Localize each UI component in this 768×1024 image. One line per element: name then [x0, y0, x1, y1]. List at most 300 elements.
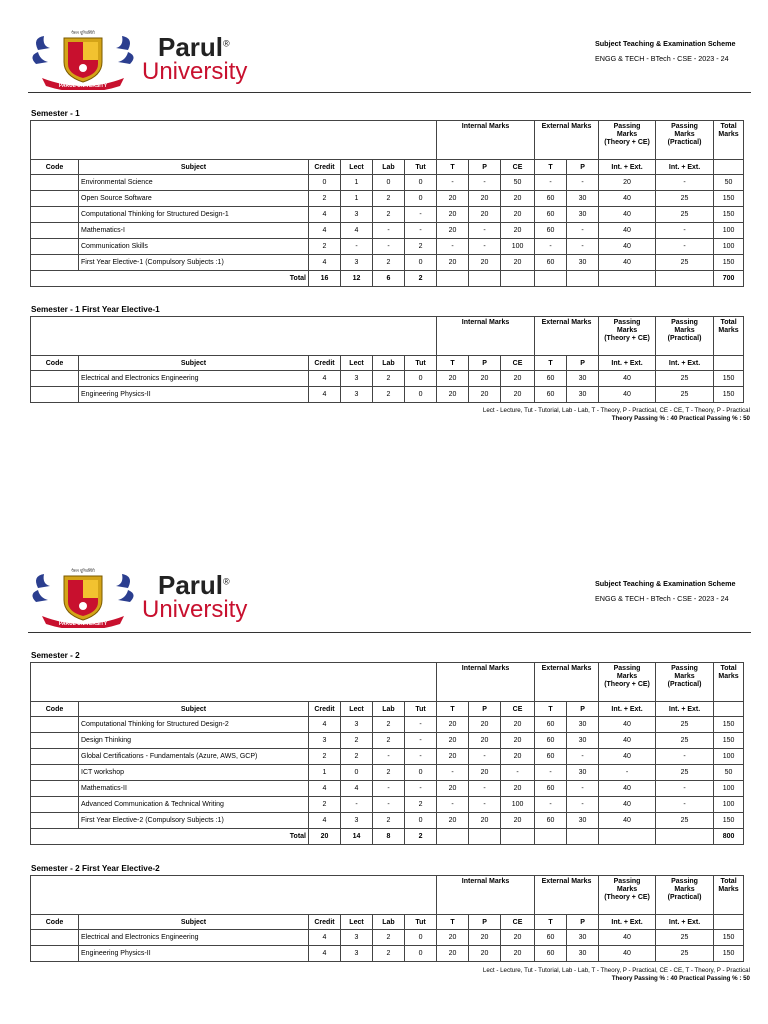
table-cell: 20: [501, 717, 535, 733]
table-cell: -: [535, 239, 567, 255]
table-cell: 2: [373, 733, 405, 749]
table-cell: 150: [714, 207, 744, 223]
total-marks-header: [714, 876, 744, 915]
column-header-code: Code: [31, 915, 79, 930]
table-row: [31, 797, 744, 813]
table-cell: 20: [469, 191, 501, 207]
table-cell: 2: [309, 239, 341, 255]
table-cell: 100: [714, 781, 744, 797]
table-cell: 2: [341, 749, 373, 765]
table-cell: 20: [501, 207, 535, 223]
table-cell: 20: [469, 255, 501, 271]
column-header-int_ext2: Int. + Ext.: [656, 356, 714, 371]
table-cell: 20: [469, 765, 501, 781]
table-cell: 20: [501, 387, 535, 403]
column-header-p: P: [469, 702, 501, 717]
internal-marks-header: Internal Marks: [437, 317, 535, 356]
table-cell: [31, 797, 79, 813]
passing-practical-line: (Practical): [667, 139, 702, 146]
column-header-int_ext2: Int. + Ext.: [656, 915, 714, 930]
table-cell: 3: [341, 371, 373, 387]
external-marks-header: External Marks: [535, 317, 599, 356]
column-header-lab: Lab: [373, 356, 405, 371]
semester-title: Semester - 1: [31, 109, 80, 118]
table-cell: 150: [714, 371, 744, 387]
table-cell: [31, 191, 79, 207]
legend-passing: Theory Passing % : 40 Practical Passing % : 50: [611, 975, 750, 982]
table-cell: 0: [405, 371, 437, 387]
table-cell: -: [373, 781, 405, 797]
table-cell: 2: [309, 191, 341, 207]
table-cell: [599, 829, 656, 845]
table-cell: 0: [405, 930, 437, 946]
table-row: [31, 765, 744, 781]
table-cell: 20: [501, 223, 535, 239]
table-cell: 2: [309, 797, 341, 813]
semester-title: Semester - 2 First Year Elective-2: [31, 864, 160, 873]
table-cell: 100: [714, 749, 744, 765]
subject-cell: Mathematics-I: [79, 223, 309, 239]
column-header-lab: Lab: [373, 160, 405, 175]
table-cell: 150: [714, 255, 744, 271]
table-cell: 0: [405, 255, 437, 271]
table-cell: -: [341, 239, 373, 255]
table-cell: [31, 749, 79, 765]
table-cell: 0: [405, 946, 437, 962]
table-cell: 150: [714, 387, 744, 403]
semester-title: Semester - 1 First Year Elective-1: [31, 305, 160, 314]
table-cell: [437, 829, 469, 845]
total-marks-line: Marks: [718, 131, 739, 138]
table-cell: -: [501, 765, 535, 781]
table-cell: 40: [599, 946, 656, 962]
table-row: [31, 781, 744, 797]
table-cell: -: [469, 223, 501, 239]
table-cell: 30: [567, 765, 599, 781]
column-header-lect: Lect: [341, 915, 373, 930]
table-cell: -: [405, 733, 437, 749]
table-cell: 4: [309, 255, 341, 271]
table-cell: 2: [405, 797, 437, 813]
total-lab: 6: [373, 271, 405, 287]
table-cell: 4: [309, 813, 341, 829]
logo-ribbon-text: PARUL UNIVERSITY: [58, 621, 108, 627]
table-cell: 30: [567, 191, 599, 207]
external-marks-header: External Marks: [535, 876, 599, 915]
table-cell: 60: [535, 930, 567, 946]
total-marks-line: Total: [720, 319, 737, 326]
total-credit: 16: [309, 271, 341, 287]
table-row: [31, 749, 744, 765]
table-cell: 20: [469, 371, 501, 387]
table-cell: -: [469, 239, 501, 255]
table-cell: 30: [567, 717, 599, 733]
table-cell: 25: [656, 930, 714, 946]
column-header-et: T: [535, 915, 567, 930]
column-header-total: [714, 702, 744, 717]
table-cell: 2: [373, 717, 405, 733]
table-cell: 20: [437, 255, 469, 271]
column-header-total: [714, 356, 744, 371]
table-cell: [501, 271, 535, 287]
total-row: [31, 829, 744, 845]
logo-motto-text: पैरुल यूनिवर्सिटी: [71, 568, 95, 573]
table-cell: -: [656, 239, 714, 255]
page-2: [0, 512, 768, 1024]
table-cell: 40: [599, 371, 656, 387]
table-cell: 50: [714, 765, 744, 781]
subject-cell: Electrical and Electronics Engineering: [79, 371, 309, 387]
passing-theory-header: [599, 317, 656, 356]
table-cell: 20: [501, 749, 535, 765]
column-header-ep: P: [567, 702, 599, 717]
table-cell: -: [437, 239, 469, 255]
logo-motto-text: पैरुल यूनिवर्सिटी: [71, 30, 95, 35]
passing-theory-line: Passing: [613, 878, 641, 885]
table-cell: [31, 371, 79, 387]
table-cell: 2: [341, 733, 373, 749]
subject-cell: Global Certifications - Fundamentals (Azure, AWS, GCP): [79, 749, 309, 765]
passing-practical-line: Passing: [671, 665, 698, 672]
table-cell: 2: [373, 387, 405, 403]
total-label: Total: [31, 829, 309, 845]
table-cell: 150: [714, 930, 744, 946]
table-cell: [656, 829, 714, 845]
table-cell: -: [341, 797, 373, 813]
table-cell: [501, 829, 535, 845]
header-blank: [31, 876, 437, 915]
table-cell: [599, 271, 656, 287]
table-cell: 3: [341, 813, 373, 829]
passing-practical-line: Marks: [674, 673, 695, 680]
legend: [483, 407, 750, 423]
column-header-row: [31, 356, 744, 371]
table-cell: 40: [599, 207, 656, 223]
table-cell: -: [567, 781, 599, 797]
subject-cell: Engineering Physics-II: [79, 946, 309, 962]
table-cell: 4: [309, 207, 341, 223]
subject-cell: First Year Elective-2 (Compulsory Subjects :1): [79, 813, 309, 829]
external-marks-header: External Marks: [535, 121, 599, 160]
column-header-p: P: [469, 356, 501, 371]
logo-parul-text: Parul: [158, 570, 224, 600]
table-cell: 100: [501, 239, 535, 255]
passing-practical-line: Passing: [671, 123, 698, 130]
passing-practical-line: Marks: [674, 327, 695, 334]
table-cell: 25: [656, 371, 714, 387]
column-header-tut: Tut: [405, 915, 437, 930]
table-row: [31, 946, 744, 962]
table-cell: 25: [656, 765, 714, 781]
table-cell: 20: [437, 223, 469, 239]
table-cell: 20: [437, 387, 469, 403]
column-header-subject: Subject: [79, 702, 309, 717]
table-cell: 3: [341, 207, 373, 223]
internal-marks-header: Internal Marks: [437, 663, 535, 702]
table-cell: -: [405, 781, 437, 797]
table-cell: 100: [501, 797, 535, 813]
passing-practical-line: Marks: [674, 131, 695, 138]
table-cell: 20: [437, 371, 469, 387]
subject-cell: Advanced Communication & Technical Writing: [79, 797, 309, 813]
table-cell: -: [469, 781, 501, 797]
table-cell: 20: [501, 371, 535, 387]
table-cell: -: [437, 797, 469, 813]
scheme-table: [30, 662, 744, 845]
column-header-row: [31, 915, 744, 930]
table-cell: 40: [599, 813, 656, 829]
table-cell: -: [437, 765, 469, 781]
table-cell: 20: [437, 930, 469, 946]
subject-cell: Environmental Science: [79, 175, 309, 191]
table-cell: [31, 255, 79, 271]
passing-theory-line: Passing: [613, 665, 641, 672]
semester-title: Semester - 2: [31, 651, 80, 660]
logo-university-text: University: [142, 58, 248, 85]
total-marks-line: Marks: [718, 886, 739, 893]
subject-cell: Open Source Software: [79, 191, 309, 207]
university-logo: [28, 32, 248, 90]
scheme-subtitle: ENGG & TECH - BTech - CSE - 2023 - 24: [595, 54, 729, 63]
subject-cell: Computational Thinking for Structured Design-2: [79, 717, 309, 733]
table-cell: 60: [535, 371, 567, 387]
table-cell: 20: [469, 387, 501, 403]
header-blank: [31, 121, 437, 160]
table-cell: 4: [309, 930, 341, 946]
column-header-row: [31, 702, 744, 717]
table-cell: 20: [437, 781, 469, 797]
table-cell: [535, 829, 567, 845]
total-marks-line: Marks: [718, 673, 739, 680]
table-cell: 2: [373, 930, 405, 946]
column-header-tut: Tut: [405, 356, 437, 371]
passing-theory-line: Marks: [616, 886, 638, 893]
column-header-code: Code: [31, 702, 79, 717]
table-cell: -: [656, 749, 714, 765]
table-cell: 40: [599, 387, 656, 403]
table-row: [31, 733, 744, 749]
table-cell: 25: [656, 733, 714, 749]
table-cell: [31, 223, 79, 239]
total-marks-line: Total: [720, 665, 737, 672]
table-cell: 150: [714, 946, 744, 962]
column-header-total: [714, 160, 744, 175]
table-cell: 150: [714, 191, 744, 207]
table-cell: 100: [714, 239, 744, 255]
table-cell: 20: [501, 813, 535, 829]
scheme-title: Subject Teaching & Examination Scheme: [595, 39, 736, 48]
table-cell: 4: [309, 717, 341, 733]
total-marks-line: Total: [720, 878, 737, 885]
total-lect: 12: [341, 271, 373, 287]
table-cell: 20: [437, 733, 469, 749]
table-cell: -: [437, 175, 469, 191]
table-row: [31, 175, 744, 191]
table-cell: 20: [501, 781, 535, 797]
scheme-subtitle: ENGG & TECH - BTech - CSE - 2023 - 24: [595, 594, 729, 603]
column-header-int_ext: Int. + Ext.: [599, 702, 656, 717]
table-cell: 40: [599, 239, 656, 255]
logo-university-text: University: [142, 596, 248, 623]
column-header-int_ext: Int. + Ext.: [599, 160, 656, 175]
column-header-tut: Tut: [405, 160, 437, 175]
scheme-header: [595, 579, 735, 603]
table-cell: 4: [309, 371, 341, 387]
table-row: [31, 813, 744, 829]
table-cell: 20: [437, 191, 469, 207]
header-group-row: [31, 663, 744, 702]
table-cell: 20: [501, 733, 535, 749]
table-cell: 30: [567, 946, 599, 962]
table-row: [31, 717, 744, 733]
table-cell: 40: [599, 749, 656, 765]
column-header-row: [31, 160, 744, 175]
passing-theory-header: [599, 121, 656, 160]
column-header-lab: Lab: [373, 702, 405, 717]
column-header-ep: P: [567, 356, 599, 371]
column-header-t: T: [437, 915, 469, 930]
total-marks-line: Total: [720, 123, 737, 130]
table-cell: 2: [373, 813, 405, 829]
table-cell: 4: [309, 946, 341, 962]
table-cell: 0: [405, 191, 437, 207]
column-header-lab: Lab: [373, 915, 405, 930]
table-cell: 60: [535, 207, 567, 223]
table-cell: 3: [341, 255, 373, 271]
external-marks-header: External Marks: [535, 663, 599, 702]
table-cell: 50: [714, 175, 744, 191]
table-cell: 60: [535, 946, 567, 962]
header-group-row: [31, 317, 744, 356]
column-header-int_ext: Int. + Ext.: [599, 356, 656, 371]
table-cell: [469, 829, 501, 845]
table-row: [31, 387, 744, 403]
table-row: [31, 371, 744, 387]
table-cell: 20: [469, 813, 501, 829]
table-cell: [469, 271, 501, 287]
table-row: [31, 223, 744, 239]
subject-cell: Mathematics-II: [79, 781, 309, 797]
table-cell: 30: [567, 387, 599, 403]
table-cell: 3: [341, 387, 373, 403]
table-cell: 60: [535, 733, 567, 749]
table-cell: 40: [599, 797, 656, 813]
table-cell: [31, 387, 79, 403]
table-cell: 20: [501, 255, 535, 271]
table-cell: 4: [309, 387, 341, 403]
table-cell: 60: [535, 749, 567, 765]
table-cell: [567, 829, 599, 845]
table-cell: [31, 813, 79, 829]
column-header-et: T: [535, 160, 567, 175]
scheme-title: Subject Teaching & Examination Scheme: [595, 579, 736, 588]
table-cell: -: [373, 749, 405, 765]
table-cell: -: [405, 223, 437, 239]
table-cell: 2: [373, 765, 405, 781]
column-header-t: T: [437, 160, 469, 175]
table-cell: [31, 717, 79, 733]
table-cell: 2: [373, 255, 405, 271]
table-cell: 2: [405, 239, 437, 255]
table-cell: [31, 207, 79, 223]
column-header-total: [714, 915, 744, 930]
passing-practical-line: (Practical): [667, 335, 702, 342]
table-cell: 30: [567, 930, 599, 946]
table-cell: -: [535, 765, 567, 781]
column-header-p: P: [469, 160, 501, 175]
passing-practical-header: [656, 876, 714, 915]
table-cell: 3: [341, 930, 373, 946]
total-row: [31, 271, 744, 287]
passing-theory-line: Marks: [616, 673, 638, 680]
table-cell: 0: [405, 387, 437, 403]
table-cell: 25: [656, 255, 714, 271]
table-cell: 100: [714, 223, 744, 239]
passing-theory-line: Passing: [613, 319, 641, 326]
column-header-et: T: [535, 356, 567, 371]
subject-cell: ICT workshop: [79, 765, 309, 781]
table-cell: 40: [599, 223, 656, 239]
table-cell: -: [373, 223, 405, 239]
passing-practical-header: [656, 121, 714, 160]
header-group-row: [31, 876, 744, 915]
table-row: [31, 239, 744, 255]
column-header-ce: CE: [501, 356, 535, 371]
column-header-int_ext2: Int. + Ext.: [656, 702, 714, 717]
table-cell: -: [373, 239, 405, 255]
table-cell: 0: [341, 765, 373, 781]
table-cell: [31, 946, 79, 962]
table-cell: 3: [309, 733, 341, 749]
header-divider: [28, 632, 751, 633]
crest-icon: [28, 566, 138, 628]
column-header-tut: Tut: [405, 702, 437, 717]
table-cell: -: [567, 175, 599, 191]
table-cell: 20: [501, 946, 535, 962]
table-cell: -: [469, 797, 501, 813]
column-header-ep: P: [567, 160, 599, 175]
table-cell: [31, 930, 79, 946]
table-cell: 20: [501, 191, 535, 207]
passing-practical-header: [656, 663, 714, 702]
table-cell: 25: [656, 191, 714, 207]
table-cell: 20: [469, 930, 501, 946]
total-tut: 2: [405, 829, 437, 845]
table-cell: 40: [599, 717, 656, 733]
internal-marks-header: Internal Marks: [437, 876, 535, 915]
table-cell: 0: [373, 175, 405, 191]
subject-cell: Engineering Physics-II: [79, 387, 309, 403]
internal-marks-header: Internal Marks: [437, 121, 535, 160]
table-cell: 3: [341, 717, 373, 733]
table-cell: 20: [599, 175, 656, 191]
table-cell: 2: [309, 749, 341, 765]
table-cell: -: [469, 749, 501, 765]
table-cell: 40: [599, 191, 656, 207]
total-tut: 2: [405, 271, 437, 287]
column-header-credit: Credit: [309, 356, 341, 371]
passing-theory-line: (Theory + CE): [604, 335, 650, 342]
table-cell: 60: [535, 387, 567, 403]
table-cell: 20: [469, 207, 501, 223]
table-cell: [437, 271, 469, 287]
table-cell: 25: [656, 387, 714, 403]
column-header-subject: Subject: [79, 915, 309, 930]
table-cell: -: [535, 797, 567, 813]
column-header-lect: Lect: [341, 356, 373, 371]
table-cell: 1: [309, 765, 341, 781]
table-cell: 4: [309, 223, 341, 239]
